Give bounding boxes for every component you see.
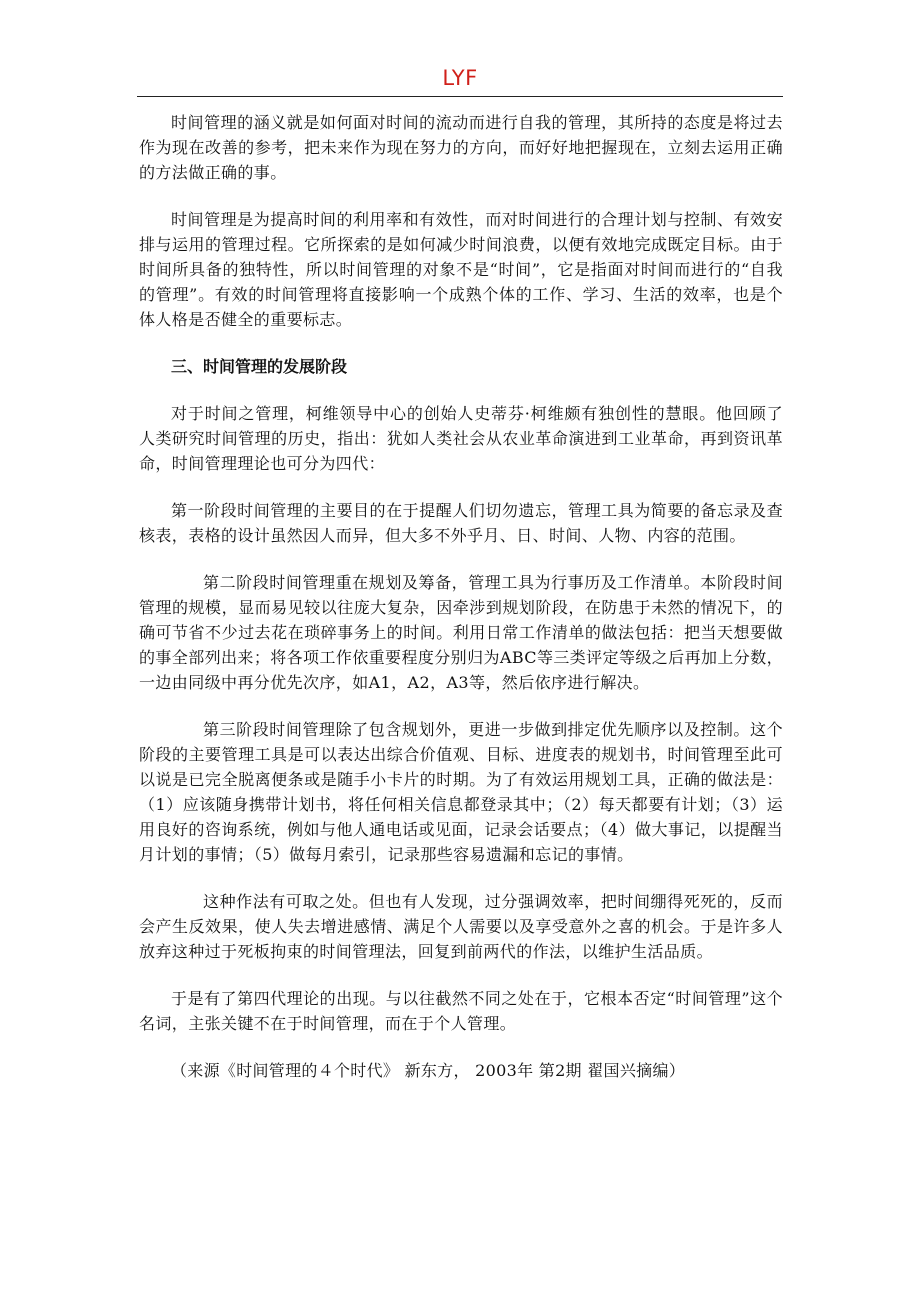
paragraph-stage-one: 第一阶段时间管理的主要目的在于提醒人们切勿遗忘，管理工具为简要的备忘录及查核表，表格的设计虽然因人而异，但大多不外乎月、日、时间、人物、内容的范围。 <box>139 501 783 545</box>
paragraph-stage-two: 第二阶段时间管理重在规划及筹备，管理工具为行事历及工作清单。本阶段时间管理的规模，显而易见较以往庞大复杂，因牵涉到规划阶段，在防患于未然的情况下，的确可节省不少过去花在琐碎事务上的时间。利用日常工作清单的做法包括：把当天想要做的事全部列出来；将各项工作依重要程度分别归为ABC等三类评定等级之后再加上分数，一边由同级中再分优先次序，如A1，A2，A3等，然后依序进行解决。 <box>139 573 783 692</box>
paragraph-purpose: 时间管理是为提高时间的利用率和有效性，而对时间进行的合理计划与控制、有效安排与运用的管理过程。它所探索的是如何减少时间浪费，以便有效地完成既定目标。由于时间所具备的独特性，所以时间管理的对象不是“时间”，它是指面对时间而进行的“自我的管理”。有效的时间管理将直接影响一个成熟个体的工作、学习、生活的效率，也是个体人格是否健全的重要标志。 <box>139 210 783 329</box>
paragraph-fourth-generation: 于是有了第四代理论的出现。与以往截然不同之处在于，它根本否定“时间管理”这个名词，主张关键不在于时间管理，而在于个人管理。 <box>139 989 783 1033</box>
page-header <box>137 60 783 97</box>
source-citation: （来源《时间管理的４个时代》 新东方， 2003年 第2期 翟国兴摘编） <box>171 1061 686 1080</box>
paragraph-definition: 时间管理的涵义就是如何面对时间的流动而进行自我的管理，其所持的态度是将过去作为现在改善的参考，把未来作为现在努力的方向，而好好地把握现在，立刻去运用正确的方法做正确的事。 <box>139 113 783 182</box>
paragraph-criticism: 这种作法有可取之处。但也有人发现，过分强调效率，把时间绷得死死的，反而会产生反效果，使人失去增进感情、满足个人需要以及享受意外之喜的机会。于是许多人放弃这种过于死板拘束的时间管理法，回复到前两代的作法，以维护生活品质。 <box>139 892 783 961</box>
header-title: LYF <box>442 66 478 90</box>
paragraph-intro-generations: 对于时间之管理，柯维领导中心的创始人史蒂芬·柯维颇有独创性的慧眼。他回顾了人类研究时间管理的历史，指出：犹如人类社会从农业革命演进到工业革命，再到资讯革命，时间管理理论也可分为四代： <box>139 404 783 473</box>
paragraph-stage-three: 第三阶段时间管理除了包含规划外，更进一步做到排定优先顺序以及控制。这个阶段的主要管理工具是可以表达出综合价值观、目标、进度表的规划书，时间管理至此可以说是已完全脱离便条或是随手小卡片的时期。为了有效运用规划工具，正确的做法是：（1）应该随身携带计划书，将任何相关信息都登录其中；（2）每天都要有计划；（3）运用良好的咨询系统，例如与他人通电话或见面，记录会话要点；（4）做大事记，以提醒当月计划的事情；（5）做每月索引，记录那些容易遗漏和忘记的事情。 <box>139 720 783 864</box>
section-heading: 三、时间管理的发展阶段 <box>171 357 348 376</box>
document-body <box>139 110 783 1083</box>
